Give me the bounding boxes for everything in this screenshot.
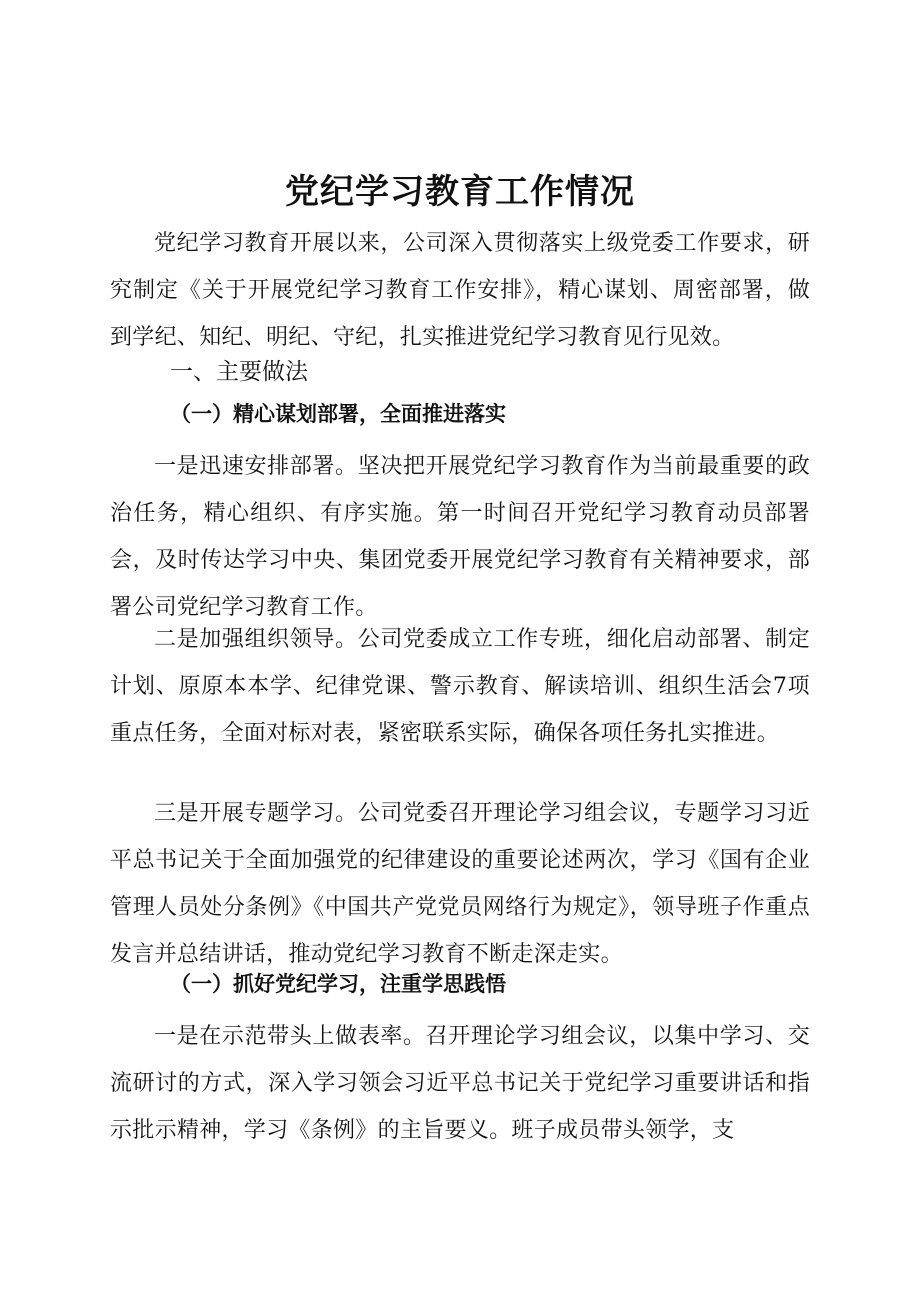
paragraph-example: 一是在示范带头上做表率。召开理论学习组会议，以集中学习、交流研讨的方式，深入学习领会习近平总书记关于党纪学习重要讲话和指示批示精神，学习《条例》的主旨要义。班子成员带头领学，支 xyxy=(110,1024,810,1143)
section-heading-main-practices: 一、主要做法 xyxy=(170,359,308,385)
paragraph-deployment: 一是迅速安排部署。坚决把开展党纪学习教育作为当前最重要的政治任务，精心组织、有序实施。第一时间召开党纪学习教育动员部署会，及时传达学习中央、集团党委开展党纪学习教育有关精神要求，部署公司党纪学习教育工作。 xyxy=(110,454,810,620)
subsection-heading-learning: （一）抓好党纪学习，注重学思践悟 xyxy=(170,972,506,996)
intro-paragraph: 党纪学习教育开展以来，公司深入贯彻落实上级党委工作要求，研究制定《关于开展党纪学习教育工作安排》，精心谋划、周密部署，做到学纪、知纪、明纪、守纪，扎实推进党纪学习教育见行见效。 xyxy=(110,231,810,350)
document-title: 党纪学习教育工作情况 xyxy=(285,172,635,212)
paragraph-leadership: 二是加强组织领导。公司党委成立工作专班，细化启动部署、制定计划、原原本本学、纪律党课、警示教育、解读培训、组织生活会7项重点任务，全面对标对表，紧密联系实际，确保各项任务扎实推进。 xyxy=(110,627,810,746)
subsection-heading-planning: （一）精心谋划部署，全面推进落实 xyxy=(170,402,506,426)
paragraph-study: 三是开展专题学习。公司党委召开理论学习组会议，专题学习习近平总书记关于全面加强党的纪律建设的重要论述两次，学习《国有企业管理人员处分条例》《中国共产党党员网络行为规定》，领导班子作重点发言并总结讲话，推动党纪学习教育不断走深走实。 xyxy=(110,801,810,967)
